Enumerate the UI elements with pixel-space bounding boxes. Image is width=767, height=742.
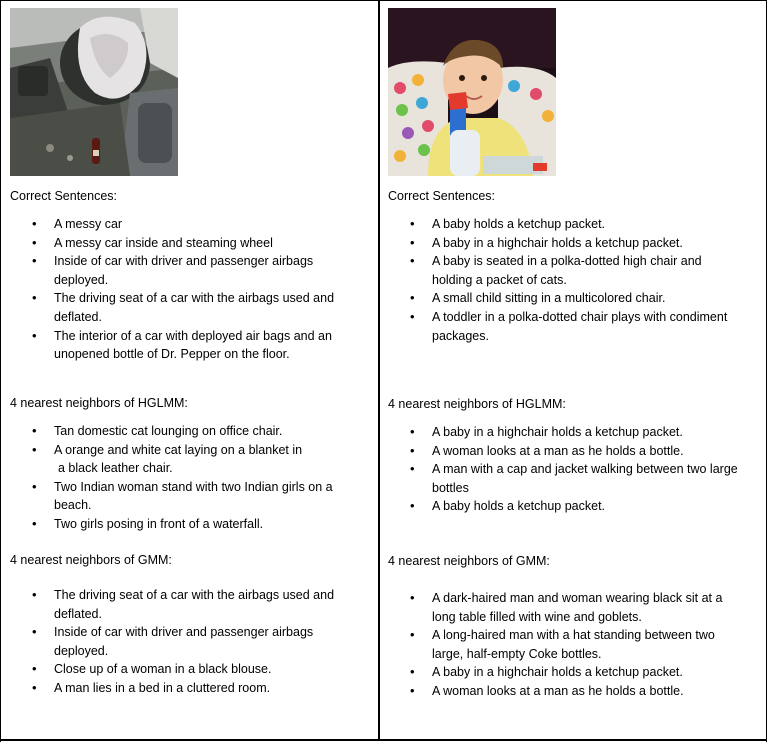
- list-item: • Tan domestic cat lounging on office chair.: [30, 422, 346, 441]
- list-item: • The interior of a car with deployed air bags and an unopened bottle of Dr. Pepper on the floor.: [30, 327, 346, 364]
- hglmm-neighbors-list: [30, 422, 346, 534]
- hglmm-neighbors-heading: 4 nearest neighbors of HGLMM:: [10, 396, 188, 410]
- list-item: • A woman looks at a man as he holds a bottle.: [408, 442, 740, 461]
- list-item: • Two girls posing in front of a waterfall.: [30, 515, 346, 534]
- list-item: • A man with a cap and jacket walking between two large bottles: [408, 460, 740, 497]
- list-item: • A baby holds a ketchup packet.: [408, 497, 740, 516]
- baby-in-highchair-icon: [388, 8, 556, 176]
- left-cell: [0, 0, 380, 740]
- list-item: • A toddler in a polka-dotted chair plays with condiment packages.: [408, 308, 740, 345]
- list-item: • Inside of car with driver and passenger airbags deployed.: [30, 252, 346, 289]
- list-item: • A baby is seated in a polka-dotted high chair and holding a packet of cats.: [408, 252, 740, 289]
- gmm-neighbors-list: [408, 589, 740, 701]
- list-item: • A baby in a highchair holds a ketchup packet.: [408, 234, 740, 253]
- list-item: • A man lies in a bed in a cluttered room.: [30, 679, 346, 698]
- car-interior-airbag-icon: [10, 8, 178, 176]
- correct-sentences-heading: Correct Sentences:: [10, 189, 117, 203]
- gmm-neighbors-list: [30, 586, 346, 698]
- list-item: • A baby in a highchair holds a ketchup packet.: [408, 423, 740, 442]
- hglmm-neighbors-list: [408, 423, 740, 516]
- list-item: • Two Indian woman stand with two Indian girls on a beach.: [30, 478, 346, 515]
- correct-sentences-heading: Correct Sentences:: [388, 189, 495, 203]
- list-item: • A baby in a highchair holds a ketchup packet.: [408, 663, 740, 682]
- list-item-continuation: a black leather chair.: [58, 461, 173, 476]
- list-item: • A long-haired man with a hat standing between two large, half-empty Coke bottles.: [408, 626, 740, 663]
- list-item: • Close up of a woman in a black blouse.: [30, 660, 346, 679]
- gmm-neighbors-heading: 4 nearest neighbors of GMM:: [10, 553, 172, 567]
- gmm-neighbors-heading: 4 nearest neighbors of GMM:: [388, 554, 550, 568]
- list-item: • A orange and white cat laying on a blanket in: [30, 441, 346, 460]
- list-item: • A baby holds a ketchup packet.: [408, 215, 740, 234]
- correct-sentences-list: [408, 215, 740, 345]
- right-cell: [380, 0, 767, 740]
- list-item: • A dark-haired man and woman wearing black sit at a long table filled with wine and goblets.: [408, 589, 740, 626]
- hglmm-neighbors-heading: 4 nearest neighbors of HGLMM:: [388, 397, 566, 411]
- baby-highchair-photo: [388, 8, 556, 176]
- correct-sentences-list: [30, 215, 346, 364]
- list-item: • A woman looks at a man as he holds a bottle.: [408, 682, 740, 701]
- list-item: • A messy car inside and steaming wheel: [30, 234, 346, 253]
- table-border-bottom: [0, 739, 767, 741]
- list-item: • Inside of car with driver and passenger airbags deployed.: [30, 623, 346, 660]
- list-item: • A messy car: [30, 215, 346, 234]
- list-item: • A small child sitting in a multicolored chair.: [408, 289, 740, 308]
- list-item: • The driving seat of a car with the airbags used and deflated.: [30, 586, 346, 623]
- car-interior-photo: [10, 8, 178, 176]
- list-item: • The driving seat of a car with the airbags used and deflated.: [30, 289, 346, 326]
